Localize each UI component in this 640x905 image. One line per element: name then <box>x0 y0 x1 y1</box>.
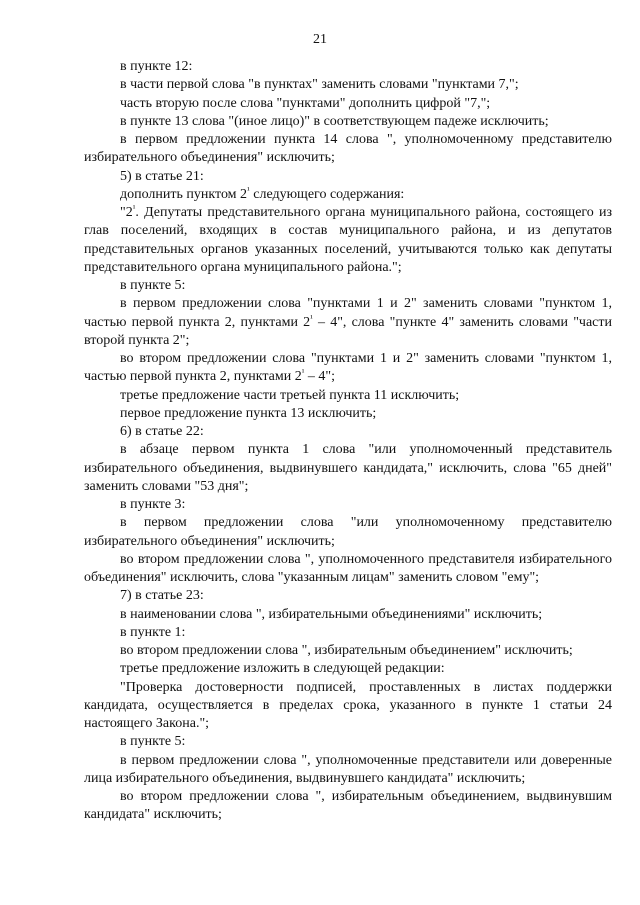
paragraph: во втором предложении слова ", избирательным объединением, выдвинувшим кандидата" исключить; <box>84 789 612 823</box>
paragraph: в пункте 1: <box>120 624 186 640</box>
paragraph: в первом предложении пункта 14 слова ", уполномоченному представителю избирательного объединения" исключить; <box>84 132 612 166</box>
paragraph: во втором предложении слова "пунктами 1 и 2" заменить словами "пунктом 1, частью первой пункта 2, пунктами $2^{^1} - 4$"; <box>84 351 612 385</box>
paragraph: 7) в статье 23: <box>120 588 204 604</box>
paragraph: в наименовании слова ", избирательными объединениями" исключить; <box>120 606 543 622</box>
paragraph: "Проверка достоверности подписей, проставленных в листах поддержки кандидата, осуществляется в пределах срока, указанного в пункте 1 статьи 24 настоящего Закона."; <box>84 679 612 731</box>
paragraph: в пункте 13 слова "(иное лицо)" в соответствующем падеже исключить; <box>120 113 549 129</box>
body-text <box>84 58 612 825</box>
paragraph: во втором предложении слова ", уполномоченного представителя избирательного объединения" исключить, слова "указанным лицам" заменить словом "ему"; <box>84 551 612 585</box>
paragraph: в части первой слова "в пунктах" заменить словами "пунктами 7,"; <box>120 77 519 93</box>
paragraph: третье предложение изложить в следующей редакции: <box>120 661 445 677</box>
paragraph: первое предложение пункта 13 исключить; <box>120 405 377 421</box>
paragraph: в первом предложении слова "или уполномоченному представителю избирательного объединения" исключить; <box>84 515 612 549</box>
paragraph: "$2^{^1}$. Депутаты представительного органа муниципального района, состоящего из глав поселений, входящих в состав муниципального района, и из депутатов представительных органов указанных поселений, учитываются только как депутаты представительного органа муниципального района."; <box>84 203 612 275</box>
paragraph: в пункте 5: <box>120 278 186 293</box>
paragraph: в пункте 12: <box>120 59 193 74</box>
page-number: 21 <box>313 32 327 47</box>
paragraph: в первом предложении слова "пунктами 1 и 2" заменить словами "пунктом 1, частью первой пункта 2, пунктами $2^{^1} - 4$", слова "пункте 4" заменить словами "части второй пункта 2"; <box>84 296 612 348</box>
paragraph: в пункте 5: <box>120 734 186 750</box>
paragraph: 5) в статье 21: <box>120 168 204 184</box>
paragraph: третье предложение части третьей пункта 11 исключить; <box>120 387 460 403</box>
paragraph: дополнить пунктом $2^{^1}$ следующего содержания: <box>120 184 405 202</box>
paragraph: в первом предложении слова ", уполномоченные представители или доверенные лица избирательного объединения, выдвинувшего кандидата" исключить; <box>84 752 612 786</box>
paragraph: 6) в статье 22: <box>120 424 204 439</box>
paragraph: во втором предложении слова ", избирательным объединением" исключить; <box>120 643 573 658</box>
paragraph: в пункте 3: <box>120 497 186 512</box>
paragraph: часть вторую после слова "пунктами" дополнить цифрой "7,"; <box>120 95 491 111</box>
paragraph: в абзаце первом пункта 1 слова "или уполномоченный представитель избирательного объединения, выдвинувшего кандидата," исключить, слова "65 дней" заменить словами "53 дня"; <box>84 442 612 494</box>
